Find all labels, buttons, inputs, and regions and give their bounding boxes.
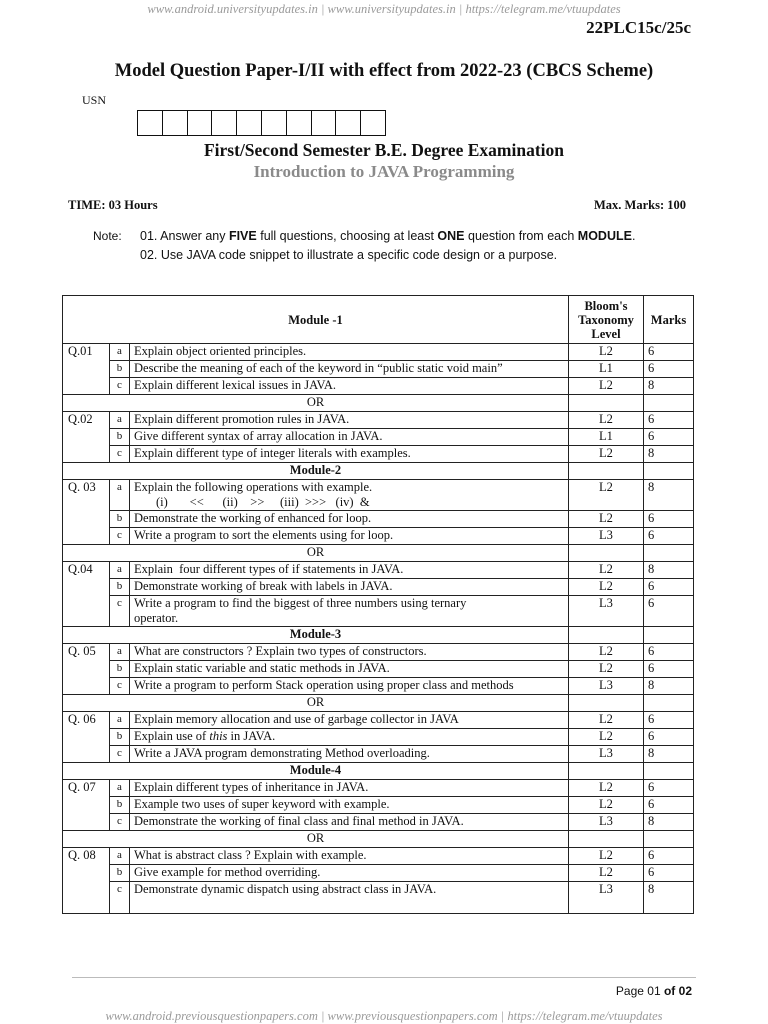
question-table [62,295,694,914]
question-text: Describe the meaning of each of the keyword in “public static void main” [130,361,569,378]
blooms-level: L3 [569,596,644,627]
operators-line: (i) << (ii) >> (iii) >>> (iv) & [156,495,370,509]
blooms-level: L2 [569,797,644,814]
module-row [63,763,694,780]
blooms-level: L2 [569,412,644,429]
question-line: Explain the following operations with example. [134,480,373,494]
question-text: Explain four different types of if statements in JAVA. [130,562,569,579]
blooms-level: L2 [569,511,644,528]
blooms-level: L2 [569,780,644,797]
sub-label: b [110,429,130,446]
table-row [63,344,694,361]
empty-cell [569,831,644,848]
watermark-top: www.android.universityupdates.in | www.universityupdates.in | https://telegram.me/vtuupdates [147,2,621,16]
table-row [63,579,694,596]
question-marks: 6 [644,511,694,528]
blooms-header: Bloom's Taxonomy Level [569,296,644,344]
question-text: Demonstrate the working of final class and final method in JAVA. [130,814,569,831]
question-marks: 6 [644,412,694,429]
blooms-level: L3 [569,746,644,763]
exam-title: First/Second Semester B.E. Degree Examination [203,140,564,160]
blooms-level: L3 [569,528,644,545]
question-marks: 6 [644,344,694,361]
question-marks: 6 [644,361,694,378]
page-of: of [660,984,679,998]
table-row [63,528,694,545]
question-marks: 8 [644,746,694,763]
or-divider: OR [63,395,569,412]
table-row [63,848,694,865]
or-row [63,395,694,412]
usn-box [286,110,312,136]
question-marks: 8 [644,814,694,831]
question-text: Give different syntax of array allocation in JAVA. [130,429,569,446]
blooms-level: L2 [569,378,644,395]
table-row [63,678,694,695]
sub-label: c [110,746,130,763]
sub-label: c [110,528,130,545]
footer-rule [72,977,696,978]
question-text: Explain object oriented principles. [130,344,569,361]
blooms-level: L3 [569,882,644,914]
watermark-bottom: www.android.previousquestionpapers.com | www.previousquestionpapers.com | https://telegram.me/vtuupdates [105,1009,663,1023]
blooms-level: L2 [569,848,644,865]
question-text: Give example for method overriding. [130,865,569,882]
table-row [63,712,694,729]
module-3-heading: Module-3 [63,627,569,644]
usn-box [311,110,337,136]
blooms-level: L3 [569,678,644,695]
module-row [63,463,694,480]
sub-label: c [110,378,130,395]
note-text: question from each [464,229,578,243]
table-row [63,412,694,429]
keyword-this: this [209,729,228,743]
sub-label: b [110,361,130,378]
module-row [63,627,694,644]
sub-label: a [110,344,130,361]
sub-label: c [110,814,130,831]
marks-header: Marks [644,296,694,344]
or-row [63,695,694,712]
subject-code: 22PLC15c/25c [586,18,691,37]
empty-cell [569,545,644,562]
question-marks: 8 [644,882,694,914]
sub-label: b [110,797,130,814]
question-marks: 6 [644,528,694,545]
question-text: Demonstrate the working of enhanced for loop. [130,511,569,528]
empty-cell [569,627,644,644]
page-total: 02 [678,984,692,998]
or-divider: OR [63,695,569,712]
question-number: Q.04 [63,562,110,627]
table-row [63,446,694,463]
question-number: Q. 03 [63,480,110,545]
question-marks: 6 [644,429,694,446]
or-divider: OR [63,545,569,562]
sub-label: b [110,729,130,746]
module-1-heading: Module -1 [63,296,569,344]
note-emphasis: MODULE [577,229,632,243]
table-row [63,596,694,627]
table-row [63,562,694,579]
empty-cell [569,763,644,780]
usn-box [360,110,386,136]
question-number: Q.01 [63,344,110,395]
page-label: Page [615,984,648,998]
table-row [63,511,694,528]
table-row [63,361,694,378]
module-4-heading: Module-4 [63,763,569,780]
empty-cell [569,395,644,412]
usn-box [137,110,163,136]
question-text [130,480,569,511]
sub-label: c [110,678,130,695]
table-row [63,814,694,831]
blooms-level: L2 [569,865,644,882]
blooms-level: L2 [569,344,644,361]
empty-cell [644,763,694,780]
sub-label: b [110,511,130,528]
blooms-level: L2 [569,729,644,746]
empty-cell [644,463,694,480]
note-text: . [631,229,636,243]
page-number [616,984,692,998]
question-marks: 6 [644,729,694,746]
question-text: Write a program to perform Stack operation using proper class and methods [130,678,569,695]
sub-label: c [110,882,130,914]
question-text: Demonstrate dynamic dispatch using abstract class in JAVA. [130,882,569,914]
question-text-part: Explain use of [134,729,210,743]
question-text: Explain static variable and static methods in JAVA. [130,661,569,678]
table-row [63,780,694,797]
usn-box [261,110,287,136]
blooms-level: L2 [569,562,644,579]
question-number: Q. 07 [63,780,110,831]
question-marks: 6 [644,848,694,865]
sub-label: c [110,596,130,627]
table-row [63,661,694,678]
question-number: Q. 06 [63,712,110,763]
blooms-level: L2 [569,579,644,596]
blooms-level: L1 [569,429,644,446]
question-text: Explain different lexical issues in JAVA. [130,378,569,395]
empty-cell [644,627,694,644]
question-marks: 8 [644,378,694,395]
question-marks: 8 [644,678,694,695]
blooms-level: L2 [569,446,644,463]
question-marks: 8 [644,562,694,579]
max-marks: Max. Marks: 100 [594,198,686,212]
note-2: 02. Use JAVA code snippet to illustrate a specific code design or a purpose. [140,248,558,262]
table-row [63,797,694,814]
question-text: Explain different types of inheritance in JAVA. [130,780,569,797]
question-marks: 6 [644,797,694,814]
question-text: Explain different promotion rules in JAVA. [130,412,569,429]
sub-label: a [110,562,130,579]
sub-label: a [110,712,130,729]
sub-label: a [110,644,130,661]
question-marks: 6 [644,712,694,729]
question-number: Q.02 [63,412,110,463]
usn-label: USN [82,93,107,107]
question-text: Write a program to sort the elements using for loop. [130,528,569,545]
note-emphasis: FIVE [228,229,257,243]
question-marks: 6 [644,596,694,627]
usn-box [211,110,237,136]
sub-label: c [110,446,130,463]
paper-title: Model Question Paper-I/II with effect from 2022-23 (CBCS Scheme) [114,61,654,81]
or-row [63,831,694,848]
table-row [63,729,694,746]
empty-cell [644,695,694,712]
note-1 [140,229,635,243]
sub-label: a [110,480,130,511]
or-row [63,545,694,562]
empty-cell [569,463,644,480]
question-text: Write a program to find the biggest of three numbers using ternary operator. [130,596,569,627]
usn-box [162,110,188,136]
usn-box [236,110,262,136]
question-text: What are constructors ? Explain two types of constructors. [130,644,569,661]
question-text: Explain different type of integer literals with examples. [130,446,569,463]
question-text-part: in JAVA. [227,729,276,743]
sub-label: a [110,412,130,429]
table-row [63,644,694,661]
empty-cell [644,395,694,412]
question-text: Example two uses of super keyword with example. [130,797,569,814]
empty-cell [644,545,694,562]
blooms-level: L2 [569,661,644,678]
table-row [63,865,694,882]
question-marks: 8 [644,446,694,463]
question-marks: 6 [644,579,694,596]
table-row [63,746,694,763]
question-marks: 6 [644,661,694,678]
blooms-level: L1 [569,361,644,378]
blooms-level: L2 [569,480,644,511]
table-row [63,480,694,511]
or-divider: OR [63,831,569,848]
sub-label: b [110,579,130,596]
page-current: 01 [647,984,661,998]
empty-cell [569,695,644,712]
question-marks: 6 [644,865,694,882]
note-text: 01. Answer any [140,229,229,243]
exam-time: TIME: 03 Hours [68,198,158,212]
sub-label: b [110,661,130,678]
blooms-level: L2 [569,712,644,729]
table-row [63,882,694,914]
question-marks: 6 [644,644,694,661]
question-text: Explain memory allocation and use of garbage collector in JAVA [130,712,569,729]
module-2-heading: Module-2 [63,463,569,480]
sub-label: a [110,780,130,797]
note-label: Note: [93,229,122,243]
note-text: full questions, choosing at least [256,229,438,243]
empty-cell [644,831,694,848]
subject-title: Introduction to JAVA Programming [253,162,515,181]
usn-box [335,110,361,136]
question-text: Demonstrate working of break with labels in JAVA. [130,579,569,596]
table-header-row [63,296,694,344]
question-marks: 6 [644,780,694,797]
question-text [130,729,569,746]
question-text: Write a JAVA program demonstrating Method overloading. [130,746,569,763]
table-row [63,378,694,395]
blooms-level: L3 [569,814,644,831]
usn-boxes [138,110,386,136]
question-number: Q. 08 [63,848,110,914]
usn-box [187,110,213,136]
question-marks: 8 [644,480,694,511]
note-emphasis: ONE [437,229,465,243]
blooms-level: L2 [569,644,644,661]
question-number: Q. 05 [63,644,110,695]
question-text: What is abstract class ? Explain with example. [130,848,569,865]
sub-label: a [110,848,130,865]
table-row [63,429,694,446]
sub-label: b [110,865,130,882]
